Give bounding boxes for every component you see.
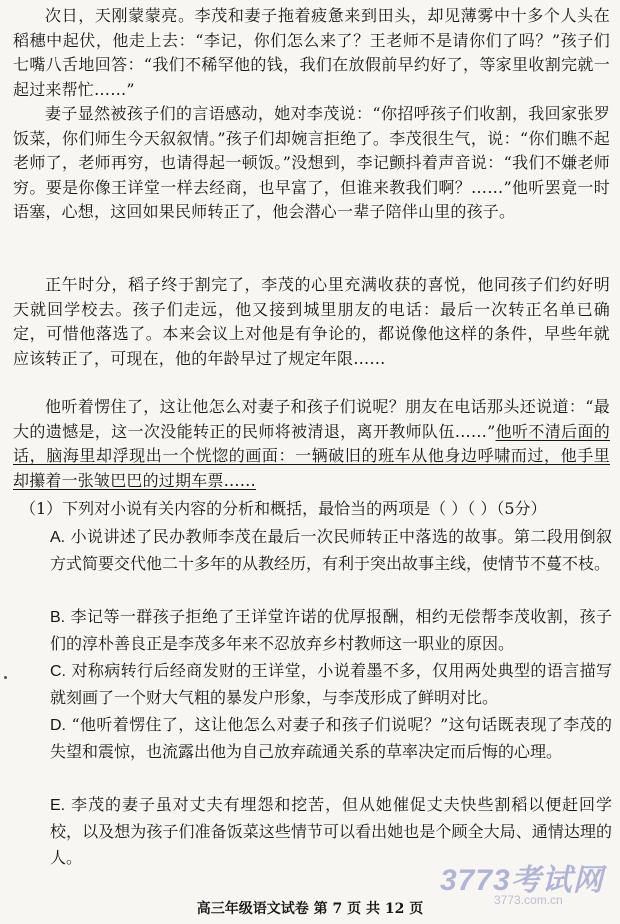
option-letter: E. <box>50 797 66 814</box>
option-b <box>50 604 612 657</box>
option-text: 李记等一群孩子拒绝了王详堂许诺的优厚报酬，相约无偿帮李茂收割，孩子们的淳朴善良正是李茂多年来不忍放弃乡村教师这一职业的原因。 <box>50 607 612 653</box>
margin-mark <box>4 676 7 679</box>
passage-paragraph-2: 妻子显然被孩子们的言语感动，她对李茂说：“你招呼孩子们收割，我回家张罗饭菜，你们师生今天叙叙情。”孩子们却婉言拒绝了。李茂很生气，说：“你们瞧不起老师了，老师再穷，也请得起一顿饭。”没想到，李记颤抖着声音说：“我们不嫌老师穷。要是你像王详堂一样去经商，也早富了，但谁来教我们啊？……”他听罢竟一时语塞，心想，这回如果民师转正了，他会潜心一辈子陪伴山里的孩子。 <box>13 104 610 221</box>
watermark-url: 3773.com.cn <box>494 893 563 907</box>
passage-paragraph-4-text: 他听着愣住了，这让他怎么对妻子和孩子们说呢？朋友在电话那头还说道：“最大的遗憾是，这一次没能转正的民师将被清退，离开教师队伍……” <box>13 397 610 441</box>
option-a <box>50 524 612 577</box>
option-letter: A. <box>50 529 66 546</box>
option-d <box>50 712 612 765</box>
option-letter: C. <box>50 663 66 680</box>
passage-paragraph-3: 正午时分，稻子终于割完了，李茂的心里充满收获的喜悦，他同孩子们约好明天就回学校去。孩子们走远，他又接到城里朋友的电话：最后一次转正名单已确定，可惜他落选了。本来会议上对他是有争论的，都说像他这样的条件，早些年就应该转正了，可现在，他的年龄早过了规定年限…… <box>13 275 610 368</box>
passage-paragraph-4 <box>13 395 610 493</box>
option-text: 小说讲述了民办教师李茂在最后一次民师转正中落选的故事。第二段用倒叙方式简要交代他二十多年的从教经历，有利于突出故事主线，使情节不蔓不枝。 <box>50 527 612 573</box>
option-text: 李茂的妻子虽对丈夫有埋怨和挖苦，但从她催促丈夫快些割稻以便赶回学校，以及想为孩子们准备饭菜这些情节可以看出她也是个顾全大局、通情达理的人。 <box>50 795 612 867</box>
option-letter: B. <box>50 609 66 626</box>
underlined-sentence: 他听不清后面的话，脑海里却浮现出一个恍惚的画面：一辆破旧的班车从他身边呼啸而过，他手里却攥着一张皱巴巴的过期车票…… <box>13 421 610 490</box>
watermark-logo-text: 3773考试网 <box>440 864 604 897</box>
page-footer: 高三年级语文试卷 第 7 页 共 12 页 <box>196 901 424 917</box>
option-c <box>50 658 612 711</box>
passage-paragraph-1: 次日，天刚蒙蒙亮。李茂和妻子拖着疲惫来到田头，却见薄雾中十多个人头在稻穗中起伏，他走上去：“李记，你们怎么来了？王老师不是请你们了吗？”孩子们七嘴八舌地回答：“我们不稀罕他的钱，我们在放假前早约好了，等家里收割完就一起过来帮忙……” <box>13 6 610 99</box>
option-text: “他听着愣住了，这让他怎么对妻子和孩子们说呢？”这句话既表现了李茂的失望和震惊，也流露出他为自己放弃疏通关系的草率决定而后悔的心理。 <box>50 715 612 761</box>
option-letter: D. <box>50 717 66 734</box>
question-stem: （1）下列对小说有关内容的分析和概括，最恰当的两项是（ ）（ ）（5分） <box>20 499 547 518</box>
option-text: 对称病转行后经商发财的王详堂，小说着墨不多，仅用两处典型的语言描写就刻画了一个财大气粗的暴发户形象，与李茂形成了鲜明对比。 <box>50 661 612 707</box>
